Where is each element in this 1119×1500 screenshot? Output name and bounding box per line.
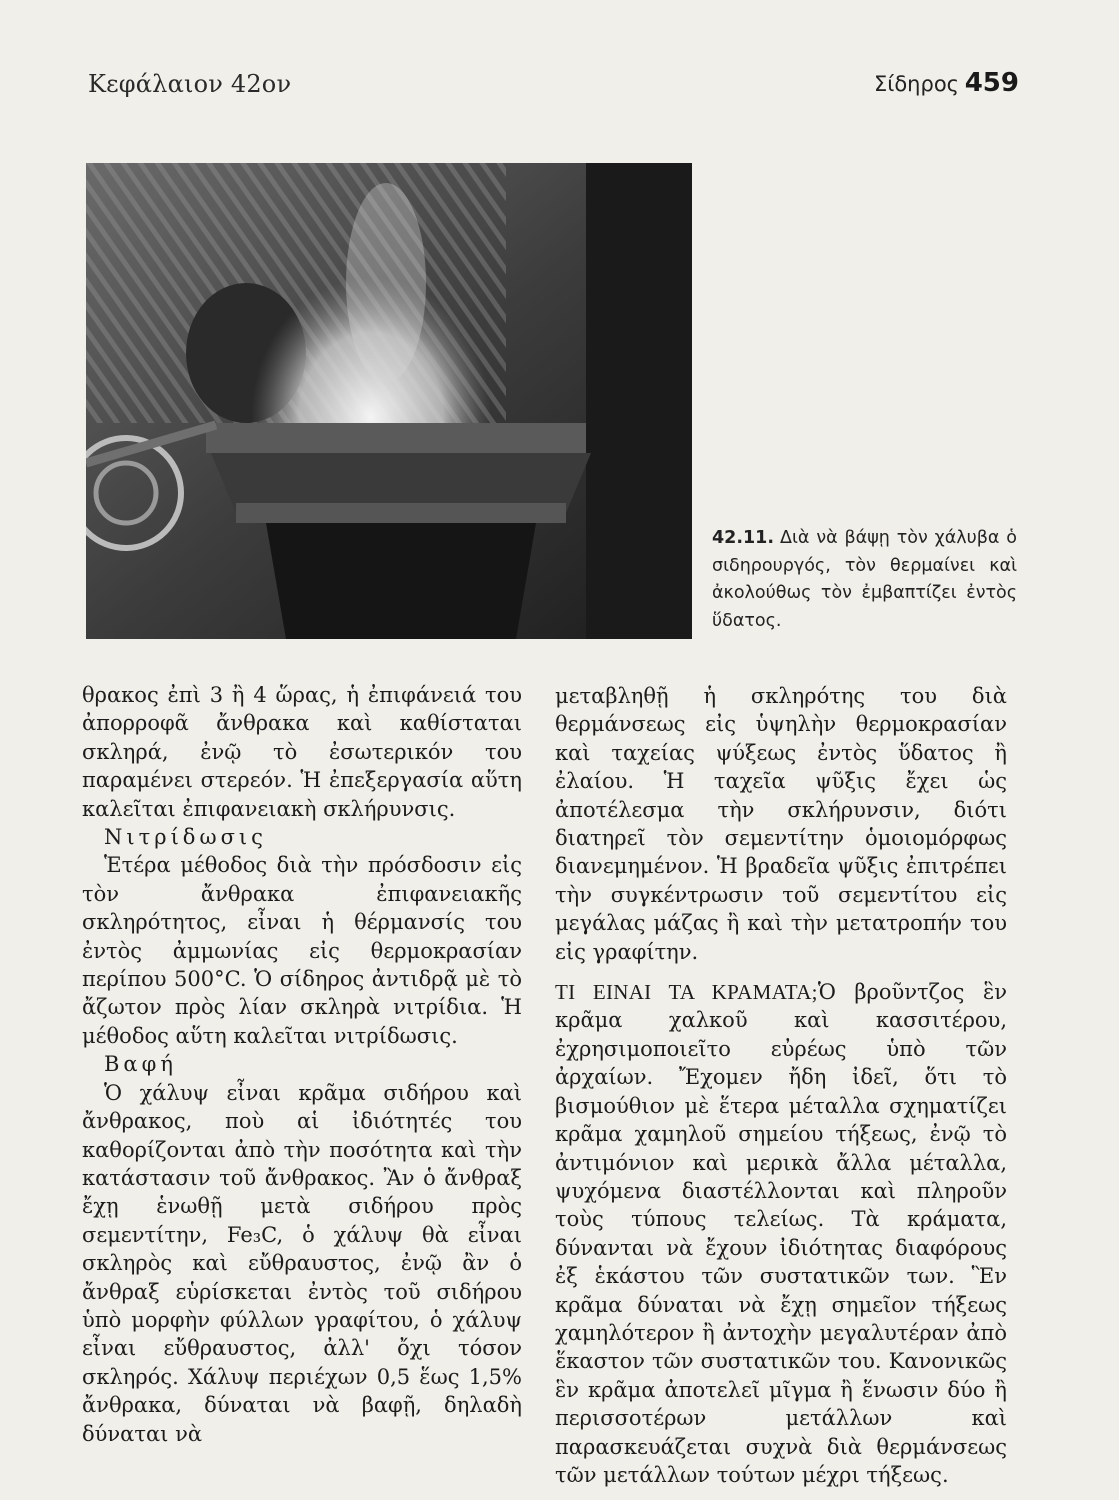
photo-illustration [86, 163, 692, 639]
heading-nitriding: Νιτρίδωσις [104, 825, 267, 850]
figure-caption [712, 525, 1017, 635]
heading-alloys: ΤΙ ΕΙΝΑΙ ΤΑ ΚΡΑΜΑΤΑ; [555, 980, 818, 1005]
paragraph: Ἑτέρα μέθοδος διὰ τὴν πρόσδοσιν εἰς τὸν ἄνθρακα ἐπιφανειακῆς σκληρότητος, εἶναι ἡ θέρμανσίς του ἐντὸς ἀμμωνίας εἰς θερμοκρασίαν περίπου 500°C. Ὁ σίδηρος ἀντιδρᾷ μὲ τὸ ἄζωτον πρὸς λίαν σκληρὰ νιτρίδια. Ἡ μέθοδος αὕτη καλεῖται νιτρίδωσις. [82, 853, 522, 1048]
paragraph: Ὁ βροῦντζος ἓν κρᾶμα χαλκοῦ καὶ κασσιτέρου, ἐχρησιμοποιεῖτο εὐρέως ὑπὸ τῶν ἀρχαίων. Ἔχομεν ἤδη ἰδεῖ, ὅτι τὸ βισμούθιον μὲ ἕτερα μέταλλα σχηματίζει κρᾶμα χαμηλοῦ σημείου τήξεως, ἐνῷ τὸ ἀντιμόνιον καὶ μερικὰ ἄλλα μέταλλα, ψυχόμενα διαστέλλονται καὶ πληροῦν τοὺς τύπους τελείως. Τὰ κράματα, δύνανται νὰ ἔχουν ἰδιότητας διαφόρους ἐξ ἑκάστου τῶν συστατικῶν των. Ἓν κρᾶμα δύναται νὰ ἔχῃ σημεῖον τήξεως χαμηλότερον ἢ ἀντοχὴν μεγαλυτέραν ἀπὸ ἕκαστον τῶν συστατικῶν του. Κανονικῶς ἓν κρᾶμα ἀποτελεῖ μῖγμα ἢ ἕνωσιν δύο ἢ περισσοτέρων μετάλλων καὶ παρασκευάζεται συχνὰ διὰ θερμάνσεως τῶν μετάλλων τούτων μέχρι τήξεως. [555, 980, 1007, 1487]
right-column [555, 682, 1007, 1489]
page-number: 459 [964, 68, 1019, 98]
heading-dyeing: Βαφή [104, 1052, 177, 1077]
paragraph: θρακος ἐπὶ 3 ἢ 4 ὥρας, ἡ ἐπιφάνειά του ἀπορροφᾶ ἄνθρακα καὶ καθίσταται σκληρά, ἐνῷ τὸ ἐσωτερικόν του παραμένει στερεόν. Ἡ ἐπεξεργασία αὕτη καλεῖται ἐπιφανειακὴ σκλήρυνσις. [82, 683, 522, 821]
paragraph: Ὁ χάλυψ εἶναι κρᾶμα σιδήρου καὶ ἄνθρακος, ποὺ αἱ ἰδιότητές του καθορίζονται ἀπὸ τὴν ποσότητα καὶ τὴν κατάστασιν τοῦ ἄνθρακος. Ἂν ὁ ἄνθραξ ἔχῃ ἑνωθῇ μετὰ σιδήρου πρὸς σεμεντίτην, Fe₃C, ὁ χάλυψ θὰ εἶναι σκληρὸς καὶ εὔθραυστος, ἐνῷ ἂν ὁ ἄνθραξ εὑρίσκεται ἐντὸς τοῦ σιδήρου ὑπὸ μορφὴν φύλλων γραφίτου, ὁ χάλυψ εἶναι εὔθραυστος, ἀλλ' ὄχι τόσον σκληρός. Χάλυψ περιέχων 0,5 ἕως 1,5% ἄνθρακα, δύναται νὰ βαφῇ, δηλαδὴ δύναται νὰ [82, 1080, 522, 1446]
section-header: Σίδηρος [873, 72, 959, 96]
chapter-header: Κεφάλαιον 42ον [88, 70, 292, 98]
paragraph: μεταβληθῇ ἡ σκληρότης του διὰ θερμάνσεως εἰς ὑψηλὴν θερμοκρασίαν καὶ ταχείας ψύξεως ἐντὸς ὕδατος ἢ ἐλαίου. Ἡ ταχεῖα ψῦξις ἔχει ὡς ἀποτέλεσμα τὴν σκλήρυνσιν, διότι διατηρεῖ τὸν σεμεντίτην ὁμοιομόρφως διανεμημένον. Ἡ βραδεῖα ψῦξις ἐπιτρέπει τὴν συγκέντρωσιν τοῦ σεμεντίτου εἰς μεγάλας μάζας ἢ καὶ τὴν μετατροπήν του εἰς γραφίτην. [555, 684, 1007, 964]
alloys-paragraph [555, 978, 1007, 1489]
blacksmith-quenching-photo [86, 163, 692, 639]
figure-number: 42.11. [712, 528, 775, 548]
left-column [82, 681, 522, 1448]
figure-caption-text: Διὰ νὰ βάψῃ τὸν χάλυβα ὁ σιδηρουργός, τὸν θερμαίνει καὶ ἀκολούθως τὸν ἐμβαπτίζει ἐντὸς ὕδατος. [712, 528, 1017, 631]
